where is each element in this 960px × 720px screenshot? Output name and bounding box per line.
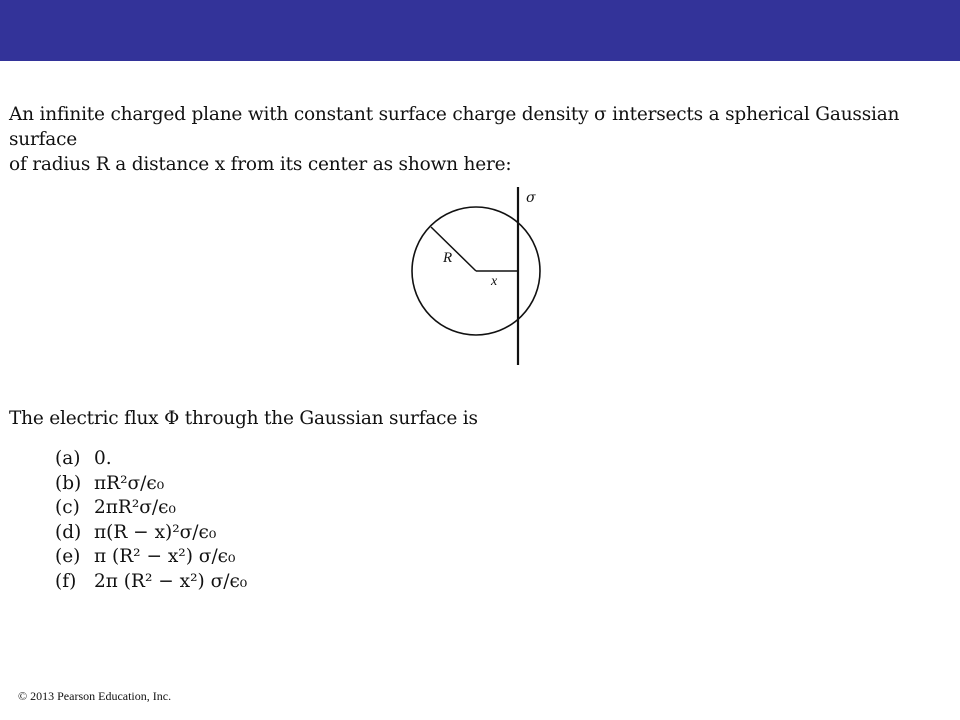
sigma-label: σ: [526, 190, 536, 206]
distance-label: x: [491, 274, 498, 289]
radius-label: R: [443, 250, 453, 266]
option-label: (a): [55, 448, 81, 469]
option-label: (c): [55, 497, 80, 518]
option-text: πR²σ/ϵ₀: [94, 472, 165, 494]
answer-options: [55, 447, 247, 594]
option-label: (f): [55, 570, 77, 592]
option-text: 2π (R² − x²) σ/ϵ₀: [94, 570, 248, 592]
copyright-notice: © 2013 Pearson Education, Inc.: [18, 689, 172, 703]
option-text: π(R − x)²σ/ϵ₀: [94, 521, 217, 543]
option-text: π (R² − x²) σ/ϵ₀: [94, 546, 236, 567]
problem-line-1: An infinite charged plane with constant surface charge density σ intersects a spherical Gaussian surface: [9, 104, 900, 150]
header-bar: [0, 0, 960, 61]
option-label: (b): [55, 472, 82, 494]
option-e[interactable]: [55, 545, 247, 570]
option-text: 0.: [94, 448, 112, 469]
option-c[interactable]: [55, 496, 247, 521]
option-label: (e): [55, 546, 81, 567]
option-a[interactable]: [55, 447, 247, 472]
option-f[interactable]: [55, 570, 247, 595]
gaussian-sphere-diagram: [400, 180, 560, 370]
problem-statement: [9, 102, 954, 177]
option-label: (d): [55, 521, 82, 543]
option-text: 2πR²σ/ϵ₀: [94, 497, 176, 518]
option-b[interactable]: [55, 472, 247, 497]
problem-line-2: of radius R a distance x from its center as shown here:: [9, 154, 512, 175]
question-text: The electric flux Φ through the Gaussian surface is: [9, 408, 478, 429]
radius-line: [431, 227, 476, 271]
option-d[interactable]: [55, 521, 247, 546]
